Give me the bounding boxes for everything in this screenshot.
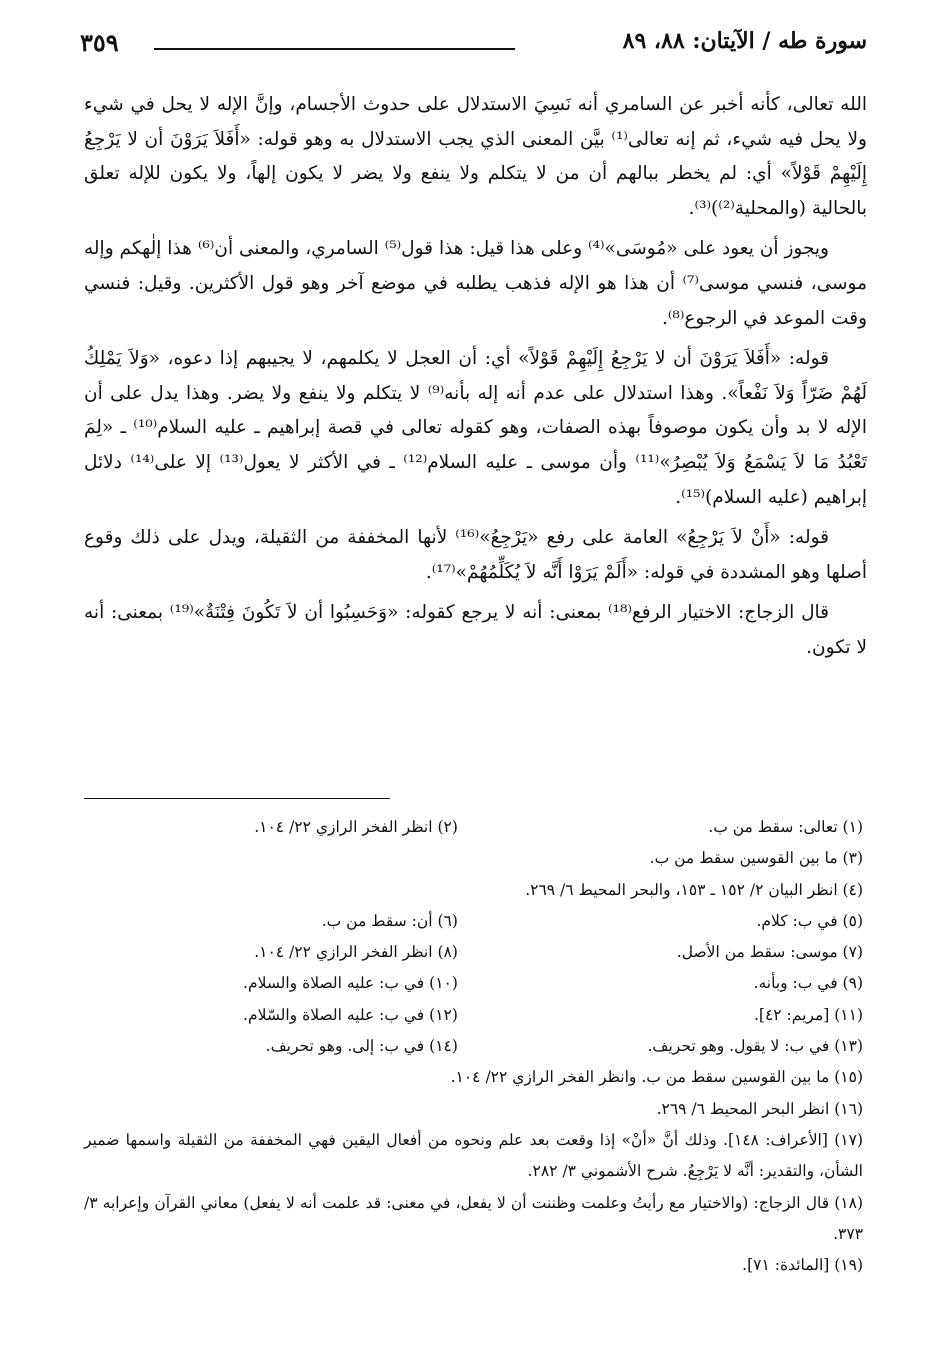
- footnote: (٩) في ب: وبأنه.: [753, 974, 863, 993]
- paragraph: ويجوز أن يعود على «مُوسَى»⁽⁴⁾ وعلى هذا قيل: هذا قول⁽⁵⁾ السامري، والمعنى أن⁽⁶⁾ هذا إلٰهكم وإله موسى، فنسي موسى⁽⁷⁾ أن هذا هو الإله فذهب يطلبه في موضع آخر وهو قول الأكثرين. وقيل: فنسي وقت الموعد في الرجوع⁽⁸⁾.: [84, 238, 868, 329]
- page-number: ٣٥٩: [80, 28, 119, 57]
- footnotes: [84, 812, 863, 1281]
- footnote: (٧) موسى: سقط من الأصل.: [676, 943, 863, 962]
- footnote: (٦) أن: سقط من ب.: [321, 911, 458, 930]
- footnote: (١٩) [المائدة: ٧١].: [742, 1256, 863, 1275]
- page-header: [80, 28, 867, 64]
- footnote: (١٦) انظر البحر المحيط ٦/ ٢٦٩.: [656, 1099, 863, 1118]
- footnote: (١٢) في ب: عليه الصلاة والسّلام.: [243, 1005, 458, 1024]
- footnote-row: [84, 937, 863, 968]
- footnote: (١١) [مريم: ٤٢].: [753, 1005, 863, 1024]
- surah-title: سورة طه / الآيتان: ٨٨، ٨٩: [622, 28, 867, 54]
- footnote-row: [84, 1188, 863, 1251]
- footnote: (٣) ما بين القوسين سقط من ب.: [649, 849, 863, 868]
- footnote-row: [84, 843, 863, 874]
- footnote: (٢) انظر الفخر الرازي ٢٢/ ١٠٤.: [254, 818, 458, 836]
- header-rule: [154, 48, 515, 50]
- footnote: (١٤) في ب: إلى. وهو تحريف.: [265, 1037, 458, 1056]
- footnote: (٤) انظر البيان ٢/ ١٥٢ ـ ١٥٣، والبحر المحيط ٦/ ٢٦٩.: [525, 880, 863, 899]
- footnote: (١٣) في ب: لا يقول. وهو تحريف.: [647, 1037, 863, 1056]
- footnote: (١) تعالى: سقط من ب.: [708, 818, 863, 836]
- footnote: (١٠) في ب: عليه الصلاة والسلام.: [243, 974, 458, 993]
- footnote-separator: [84, 798, 390, 799]
- paragraph: قال الزجاج: الاختيار الرفع⁽¹⁸⁾ بمعنى: أنه لا يرجع كقوله: «وَحَسِبُوا أن لاَ تَكُونَ فِتْنَةٌ»⁽¹⁹⁾ بمعنى: أنه لا تكون.: [84, 602, 867, 658]
- footnote: (١٧) [الأعراف: ١٤٨]. وذلك أنَّ «أنْ» إذا وقعت بعد علم ونحوه من أفعال اليقين فهي المخففة من الثقيلة واسمها ضمير الشأن، والتقدير: أنَّه لا يَرْجِعُ. شرح الأشموني ٣/ ٢٨٢.: [84, 1130, 863, 1181]
- footnote-row: [84, 1125, 863, 1188]
- footnote-row: [84, 906, 863, 937]
- footnote: (١٨) قال الزجاج: (والاختيار مع رأيتُ وعلمت وظننت أن لا يفعل، في معنى: قد علمت أنه لا يفعل) معاني القرآن وإعرابه ٣/ ٣٧٣.: [84, 1193, 863, 1243]
- footnote-row: [84, 875, 863, 906]
- footnote-row: [84, 812, 863, 843]
- footnote-row: [84, 1094, 863, 1125]
- footnote: (١٥) ما بين القوسين سقط من ب. وانظر الفخر الرازي ٢٢/ ١٠٤.: [450, 1068, 863, 1087]
- paragraph: الله تعالى، كأنه أخبر عن السامري أنه نَسِيَ الاستدلال على حدوث الأجسام، وإنَّ الإله لا يحل في شيء ولا يحل فيه شيء، ثم إنه تعالى⁽¹⁾ بيَّن المعنى الذي يجب الاستدلال به وهو قوله: «أَفَلاَ يَرَوْنَ أن لا يَرْجِعُ إِلَيْهِمْ قَوْلاً» أي: لم يخطر ببالهم أن من لا يتكلم ولا ينفع ولا يضر لا يكون إلهاً، ولا يكون للإله تعلق بالحالية (والمحلية⁽²⁾)⁽³⁾.: [84, 94, 867, 219]
- footnote-row: [84, 968, 863, 999]
- main-text: [84, 88, 867, 672]
- footnote: (٥) في ب: كلام.: [756, 911, 863, 930]
- footnote-row: [84, 1250, 863, 1281]
- footnote-row: [84, 1062, 863, 1093]
- paragraph: قوله: «أَنْ لاَ يَرْجِعُ» العامة على رفع «يَرْجِعُ»⁽¹⁶⁾ لأنها المخففة من الثقيلة، ويدل على ذلك وقوع أصلها وهو المشددة في قوله: «أَلَمْ يَرَوْا أَنَّه لاَ يُكَلِّمُهُمْ»⁽¹⁷⁾.: [84, 527, 867, 583]
- footnote: (٨) انظر الفخر الرازي ٢٢/ ١٠٤.: [254, 943, 458, 962]
- footnote-row: [84, 1031, 863, 1062]
- paragraph: قوله: «أَفَلاَ يَرَوْنَ أن لا يَرْجِعُ إِلَيْهِمْ قَوْلاً» أي: أن العجل لا يكلمهم، لا يجيبهم إذا دعوه، «وَلاَ يَمْلِكُ لَهُمْ ضَرّاً وَلاَ نَفْعاً». وهذا استدلال على عدم أنه إله بأنه⁽⁹⁾ لا يتكلم ولا ينفع ولا يضر. وهذا يدل على أن الإله لا بد وأن يكون موصوفاً بهذه الصفات، وهو كقوله تعالى في قصة إبراهيم ـ عليه السلام⁽¹⁰⁾ ـ «لِمَ تَعْبُدُ مَا لاَ يَسْمَعُ وَلاَ يُبْصِرُ»⁽¹¹⁾ وأن موسى ـ عليه السلام⁽¹²⁾ ـ في الأكثر لا يعول⁽¹³⁾ إلا على⁽¹⁴⁾ دلائل إبراهيم (عليه السلام)⁽¹⁵⁾.: [84, 348, 868, 508]
- footnote-row: [84, 1000, 863, 1031]
